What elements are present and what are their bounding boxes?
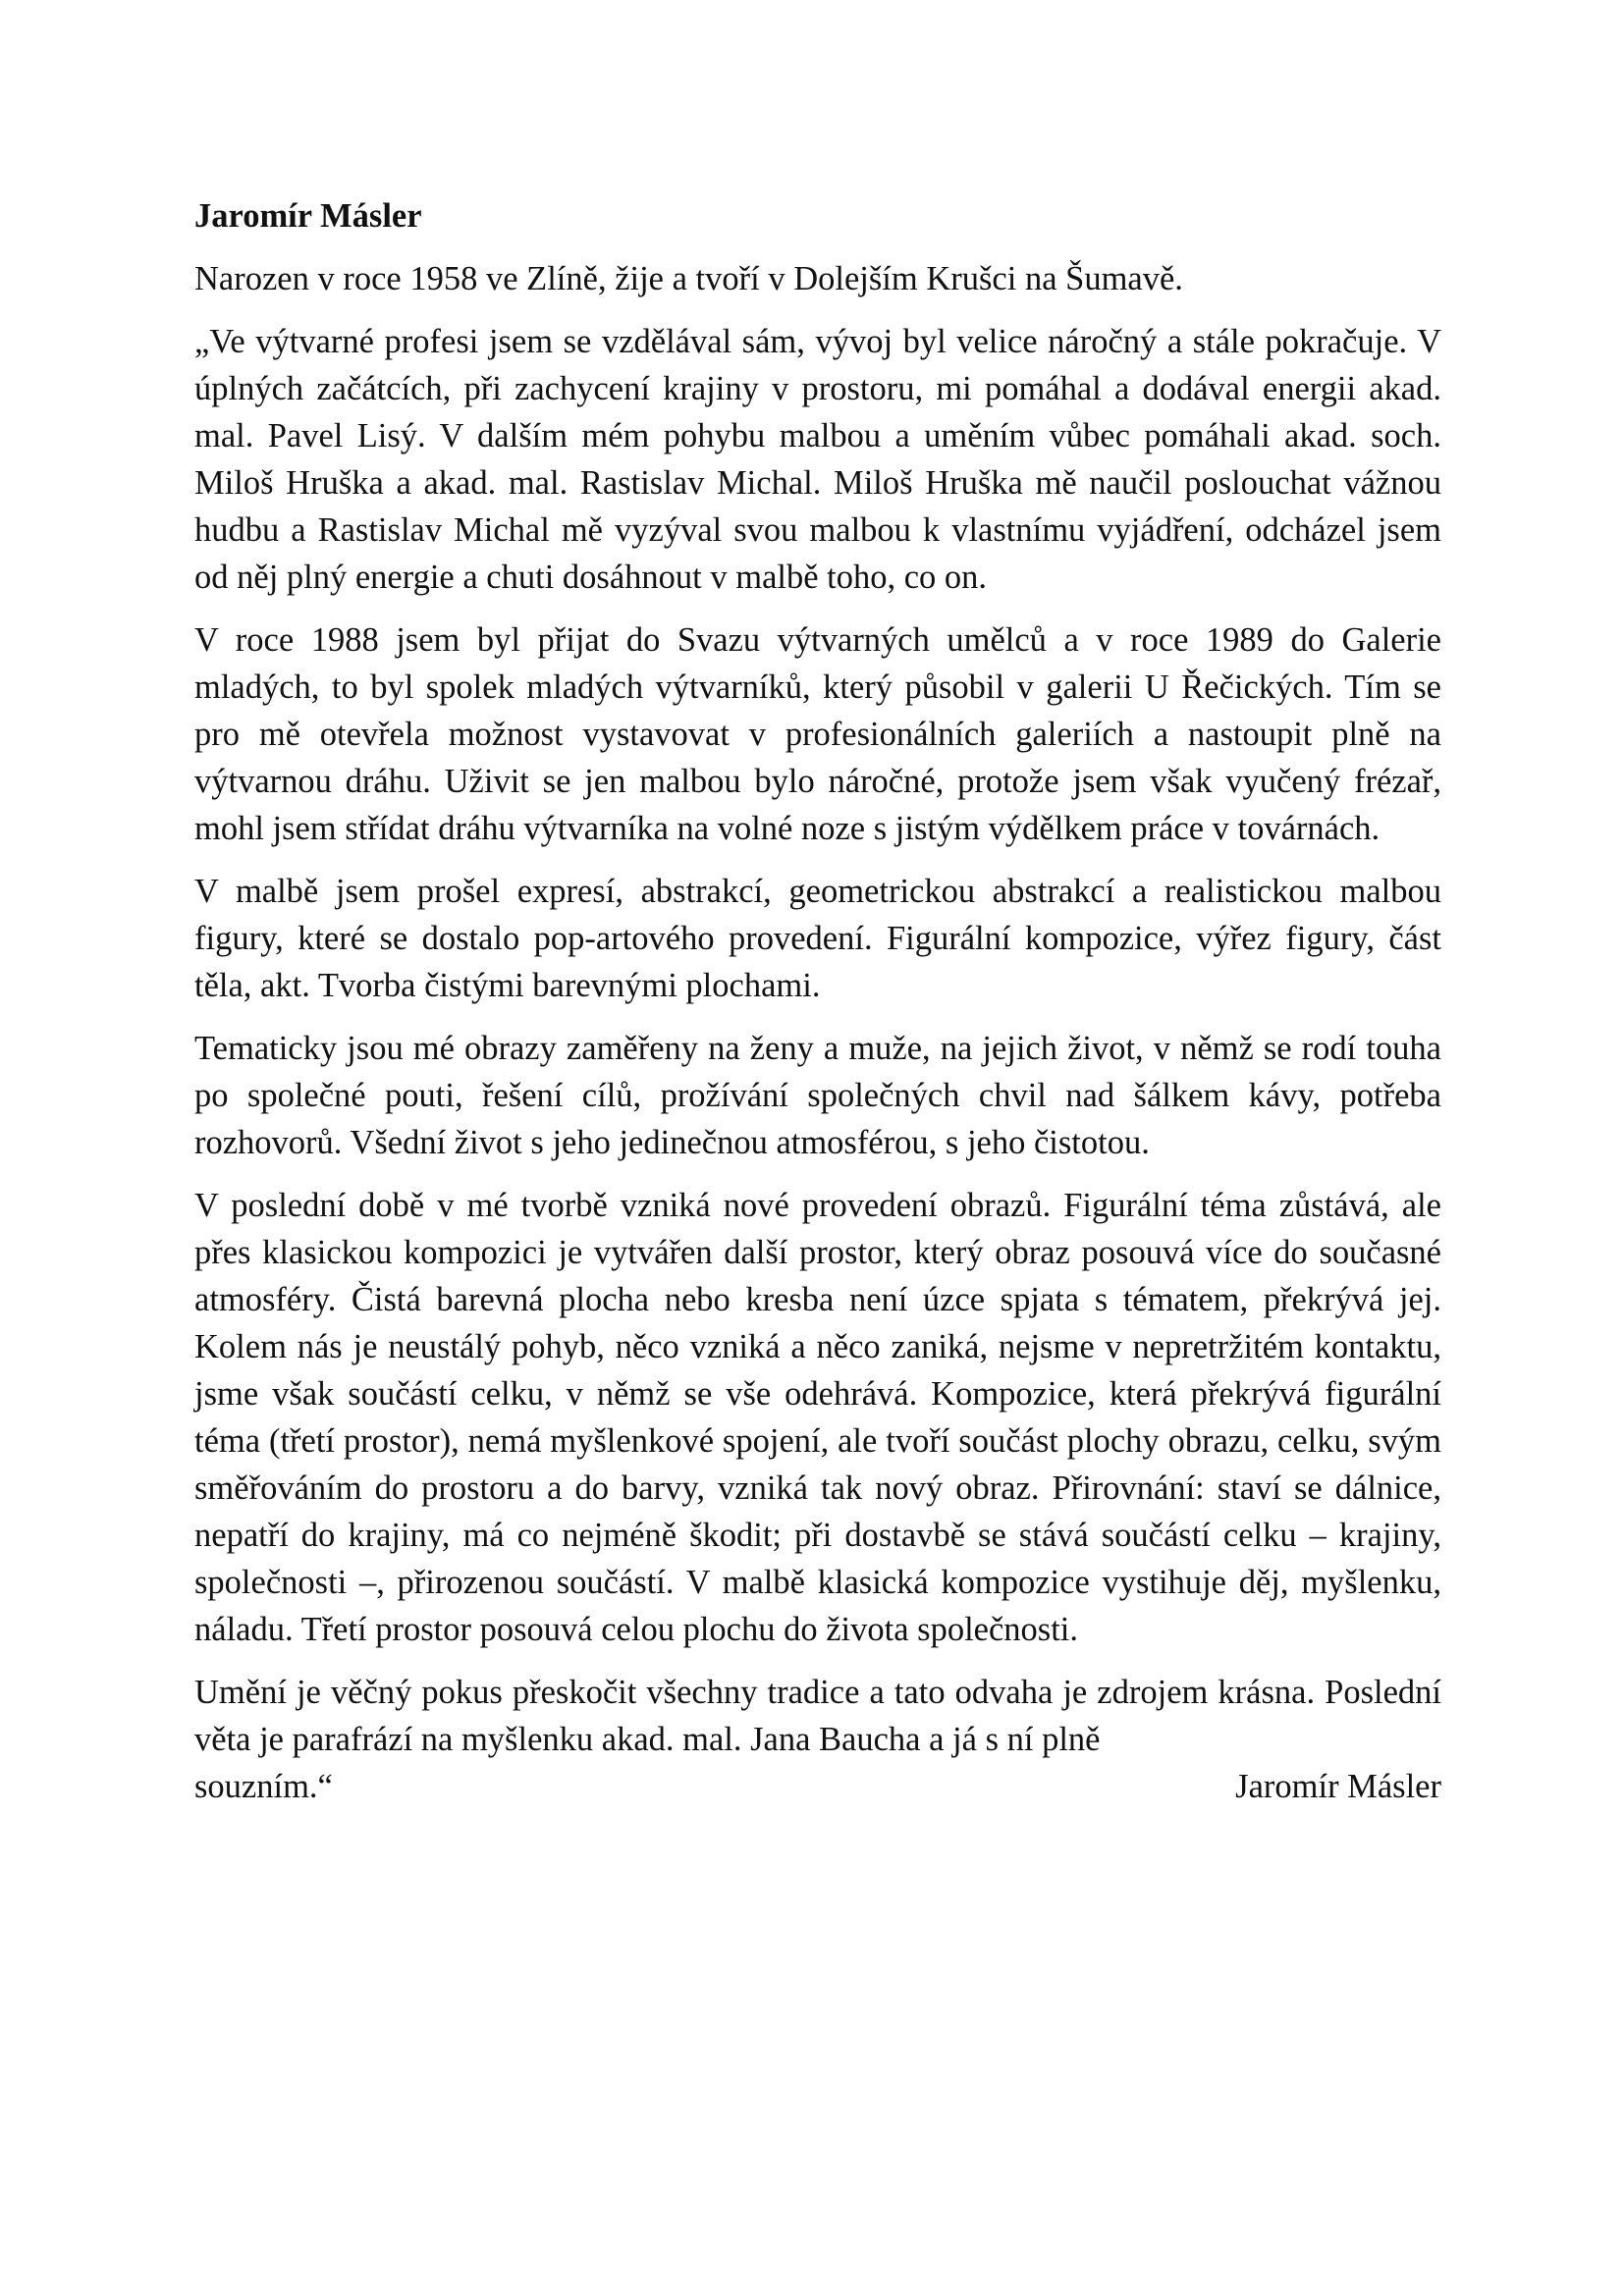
paragraph-styles: V malbě jsem prošel expresí, abstrakcí, geometrickou abstrakcí a realistickou malbou figury, které se dostalo pop-artového provedení. Figurální kompozice, výřez figury, část těla, akt. Tvorba čistými barevnými plochami.	[194, 873, 1441, 1004]
paragraph-themes: Tematicky jsou mé obrazy zaměřeny na ženy a muže, na jejich život, v němž se rodí touha po společné pouti, řešení cílů, prožívání společných chvil nad šálkem kávy, potřeba rozhovorů. Všední život s jeho jedinečnou atmosférou, s jeho čistotou.	[194, 1030, 1441, 1161]
document-body	[194, 192, 1441, 1810]
closing-section	[194, 1669, 1441, 1810]
document-title: Jaromír Másler	[194, 197, 422, 235]
paragraph-career: V roce 1988 jsem byl přijat do Svazu výtvarných umělců a v roce 1989 do Galerie mladých, to byl spolek mladých výtvarníků, který působil v galerii U Řečických. Tím se pro mě otevřela možnost vystavovat v profesionálních galeriích a nastoupit plně na výtvarnou dráhu. Uživit se jen malbou bylo náročné, protože jsem však vyučený frézař, mohl jsem střídat dráhu výtvarníka na volné noze s jistým výdělkem práce v továrnách.	[194, 621, 1441, 847]
closing-last-line: souzním.“	[194, 1768, 333, 1805]
paragraph-education: „Ve výtvarné profesi jsem se vzdělával sám, vývoj byl velice náročný a stále pokračuje. V úplných začátcích, při zachycení krajiny v prostoru, mi pomáhal a dodával energii akad. mal. Pavel Lisý. V dalším mém pohybu malbou a uměním vůbec pomáhali akad. soch. Miloš Hruška a akad. mal. Rastislav Michal. Miloš Hruška mě naučil poslouchat vážnou hudbu a Rastislav Michal mě vyzýval svou malbou k vlastnímu vyjádření, odcházel jsem od něj plný energie a chuti dosáhnout v malbě toho, co on.	[194, 323, 1441, 596]
paragraph-recent-work: V poslední době v mé tvorbě vzniká nové provedení obrazů. Figurální téma zůstává, ale přes klasickou kompozici je vytvářen další prostor, který obraz posouvá více do současné atmosféry. Čistá barevná plocha nebo kresba není úzce spjata s tématem, překrývá jej. Kolem nás je neustálý pohyb, něco vzniká a něco zaniká, nejsme v nepretržitém kontaktu, jsme však součástí celku, v němž se vše odehrává. Kompozice, která překrývá figurální téma (třetí prostor), nemá myšlenkové spojení, ale tvoří součást plochy obrazu, celku, svým směřováním do prostoru a do barvy, vzniká tak nový obraz. Přirovnání: staví se dálnice, nepatří do krajiny, má co nejméně škodit; při dostavbě se stává součástí celku – krajiny, společnosti –, přirozenou součástí. V malbě klasická kompozice vystihuje děj, myšlenku, náladu. Třetí prostor posouvá celou plochu do života společnosti.	[194, 1187, 1441, 1648]
closing-signature-row	[194, 1763, 1441, 1810]
author-signature: Jaromír Másler	[1235, 1768, 1441, 1805]
closing-paragraph: Umění je věčný pokus přeskočit všechny tradice a tato odvaha je zdrojem krásna. Poslední věta je parafrází na myšlenku akad. mal. Jana Baucha a já s ní plně	[194, 1674, 1441, 1758]
paragraph-birth: Narozen v roce 1958 ve Zlíně, žije a tvoří v Dolejším Krušci na Šumavě.	[194, 260, 1183, 297]
